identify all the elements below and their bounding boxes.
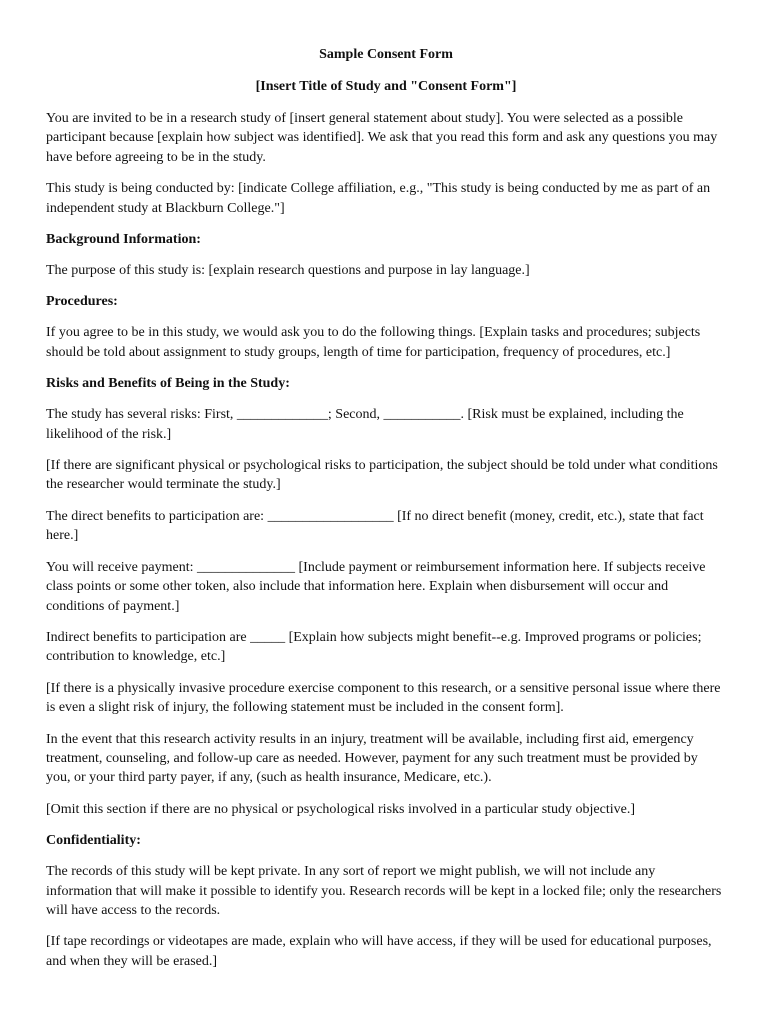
- document-title: Sample Consent Form: [319, 47, 453, 62]
- background-heading: Background Information:: [46, 232, 201, 248]
- tapes-paragraph: [If tape recordings or videotapes are made, explain who will have access, if they will be used for educational purposes, and when they will be erased.]: [46, 934, 712, 969]
- direct-benefits-paragraph: The direct benefits to participation are: __________________ [If no direct benefit (money, credit, etc.), state that fact here.]: [46, 508, 704, 544]
- injury-statement-paragraph: In the event that this research activity results in an injury, treatment will be available, including first aid, emergency treatment, counseling, and follow-up care as needed. However, payment for any such treatment must be provided by you, or your third party payer, if any, (such as health insurance, Medicare, etc.).: [46, 731, 698, 786]
- invasive-procedure-paragraph: [If there is a physically invasive procedure exercise component to this research, or a sensitive personal issue where there is even a slight risk of injury, the following statement must be included in the consent form].: [46, 680, 721, 716]
- significant-risks-paragraph: [If there are significant physical or psychological risks to participation, the subject should be told under what conditions the researcher would terminate the study.]: [46, 458, 718, 493]
- intro-paragraph: You are invited to be in a research study of [insert general statement about study]. You were selected as a possible participant because [explain how subject was identified]. We ask that you read this form and ask any questions you may have before agreeing to be in the study.: [46, 111, 718, 165]
- payment-paragraph: You will receive payment: ______________ [Include payment or reimbursement information here. If subjects receive class points or some other token, also include that information here. Explain when disbursement will occur and conditions of payment.]: [46, 559, 706, 614]
- risks-paragraph: The study has several risks: First, _____________; Second, ___________. [Risk must be explained, including the likelihood of the risk.]: [46, 407, 684, 442]
- procedures-paragraph: If you agree to be in this study, we would ask you to do the following things. [Explain tasks and procedures; subjects should be told about assignment to study groups, length of time for participation, frequency of procedures, etc.]: [46, 325, 701, 360]
- confidentiality-paragraph: The records of this study will be kept private. In any sort of report we might publish, we will not include any information that will make it possible to identify you. Research records will be kept in a locked file; only the researchers will have access to the records.: [46, 864, 722, 918]
- risks-benefits-heading: Risks and Benefits of Being in the Study:: [46, 376, 290, 392]
- conducted-by-paragraph: This study is being conducted by: [indicate College affiliation, e.g., "This study is being conducted by me as part of an independent study at Blackburn College."]: [46, 181, 711, 216]
- omit-note-paragraph: [Omit this section if there are no physical or psychological risks involved in a particular study objective.]: [46, 801, 636, 817]
- procedures-heading: Procedures:: [46, 294, 118, 310]
- indirect-benefits-paragraph: Indirect benefits to participation are _____ [Explain how subjects might benefit--e.g. Improved programs or policies; contribution to knowledge, etc.]: [46, 629, 702, 665]
- confidentiality-heading: Confidentiality:: [46, 833, 141, 849]
- document-subtitle: [Insert Title of Study and "Consent Form"]: [255, 79, 517, 94]
- background-paragraph: The purpose of this study is: [explain research questions and purpose in lay language.]: [46, 263, 530, 279]
